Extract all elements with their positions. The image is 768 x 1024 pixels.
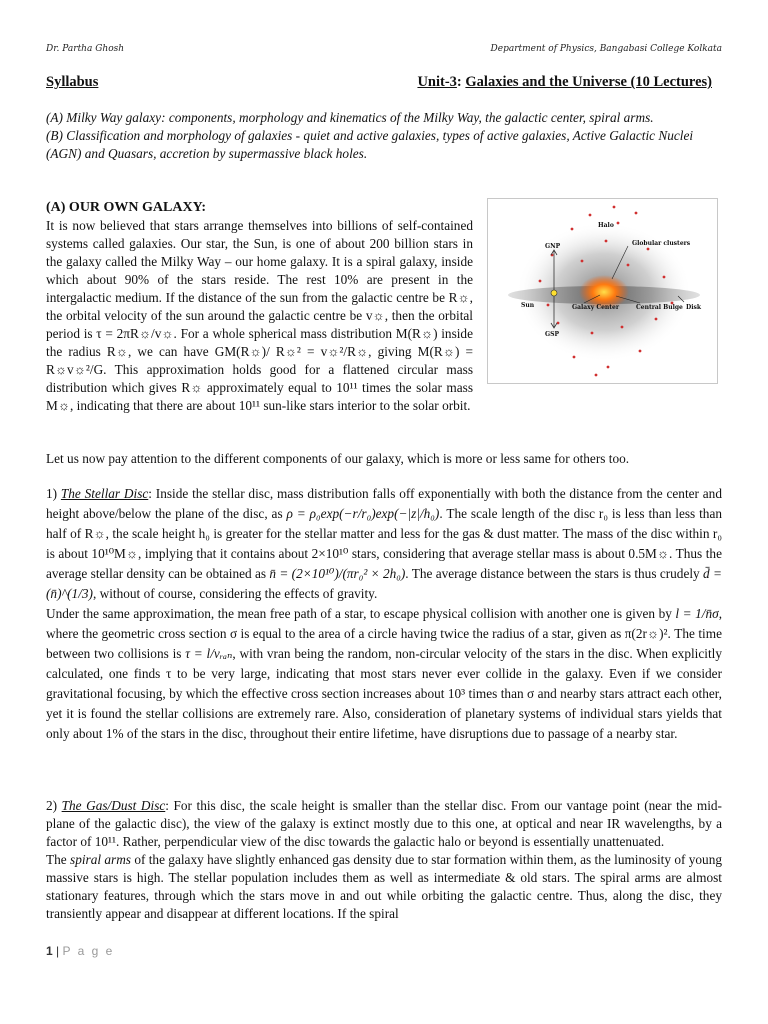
- gas-disc-paragraph-2: [46, 851, 722, 923]
- label-sun: Sun: [521, 302, 535, 309]
- gas-disc-paragraph-1: [46, 797, 722, 851]
- syllabus-label: Syllabus: [46, 74, 99, 90]
- stellar-disc-text-2: . The scale length of the disc r₀ is less than less than half of R☼, the scale height h₀ is greater for the stellar matter and less for the gas & dust matter. The mass of the disc within r₀ is about 10¹⁰M☼, implying that it contains about 2×10¹⁰ stars, considering that average stellar mass is about 0.5M☼. Thus the average stellar density can be obtained as: [46, 506, 723, 581]
- header-author: Dr. Partha Ghosh: [46, 44, 125, 54]
- mean-free-path-text-2: , where the geometric cross section σ is equal to the area of a circle having twice the radius of a star, given as π(2r☼)². The time between two collisions is: [46, 606, 723, 661]
- unit-number: Unit-3: [417, 74, 457, 90]
- unit-name: Galaxies and the Universe (10 Lectures): [465, 74, 712, 90]
- stellar-disc-text-4: , without of course, considering the effects of gravity.: [92, 586, 378, 601]
- stellar-disc-number: 1): [46, 486, 61, 501]
- label-globular-clusters: Globular clusters: [632, 240, 691, 247]
- gas-disc-heading: The Gas/Dust Disc: [61, 798, 166, 813]
- intro-text: [46, 217, 473, 415]
- label-halo: Halo: [598, 222, 614, 229]
- gas-disc-text-1: : For this disc, the scale height is smaller than the stellar disc. From our vantage point (near the mid-plane of the galactic disc), the view of the galaxy is extinct mostly due to this one, at optical and near IR wavelengths, by a factor of 10¹¹. Rather, perpendicular view of the disc towards the galactic halo or beyond is essentially unattenuated.: [46, 798, 722, 849]
- mean-free-path-formula: l = 1/n̄σ: [675, 606, 719, 621]
- milky-way-diagram: [488, 199, 717, 383]
- mean-free-path-text-3: , with vran being the random, non-circular velocity of the stars in the disc. When explicitly calculated, one finds τ to be very large, indicating that most stars never ever collide in the galaxy. Even if we consider gravitational focusing, by which the effective cross section increases about 10³ times than σ and nearby stars attract each other, yet it is found the stellar collisions are extremely rare. Also, consideration of planetary systems of individual stars yields that only about 1% of the stars in the disc, throughout their entire lifetime, have disruptions due to passage of a nearby star.: [46, 646, 722, 741]
- spiral-arms-term: spiral arms: [70, 852, 131, 867]
- label-disk: Disk: [686, 304, 702, 311]
- gas-disc-number: 2): [46, 798, 62, 813]
- mean-free-path-text-1: Under the same approximation, the mean free path of a star, to escape physical collision with another one is given by: [46, 606, 672, 621]
- label-gnp: GNP: [545, 243, 561, 250]
- label-gsp: GSP: [545, 331, 559, 338]
- collision-time-formula: τ = l/vᵣₐₙ: [185, 646, 233, 661]
- mean-distance-formula: d̄ = (n̄)^(1/3): [46, 566, 722, 601]
- stellar-disc-paragraph-2: [46, 604, 722, 744]
- mean-density-formula: n̄ = (2×10¹⁰)/(πr₀² × 2h₀): [269, 566, 406, 581]
- gas-dust-disc-section: [46, 797, 722, 923]
- page-footer: [46, 944, 114, 958]
- intro-paragraph: It is now believed that stars arrange themselves into billions of self-contained systems called galaxies. Our star, the Sun, is one of about 200 billion stars in the galaxy called the Milky Way – our home galaxy. It is a spiral galaxy, inside which about 90% of the stars reside. The rest 10% are present in the intergalactic medium. If the distance of the sun from the galactic centre be R☼, the orbital velocity of the sun around the galactic centre be v☼, then the orbital period is τ = 2πR☼/v☼. For a whole spherical mass distribution M(R☼) inside the radius R☼, we can have GM(R☼)/ R☼² = v☼²/R☼, giving M(R☼) = R☼v☼²/G. This approximation holds good for a flattened circular mass distribution which gives R☼ approximately equal to 10¹¹ times the solar mass M☼, indicating that there are about 10¹¹ sun-like stars interior to the solar orbit.: [46, 218, 473, 413]
- syllabus-objectives: [46, 109, 722, 163]
- stellar-disc-text-1: : Inside the stellar disc, mass distribution falls off exponentially with both the distance from the center and height above/below the plane of the disc, as: [46, 486, 722, 521]
- milky-way-figure: [487, 198, 718, 384]
- label-central-bulge: Central Bulge: [636, 304, 683, 311]
- density-formula: ρ = ρ₀exp(−r/r₀)exp(−|z|/h₀): [286, 506, 440, 521]
- sun-marker: [551, 290, 557, 296]
- title-row: [46, 74, 712, 92]
- spiral-arms-text-1: The: [46, 852, 71, 867]
- page-word: P a g e: [62, 944, 115, 958]
- header-department: Department of Physics, Bangabasi College Kolkata: [490, 44, 722, 54]
- components-intro: Let us now pay attention to the different components of our galaxy, which is more or less same for others too.: [46, 451, 630, 466]
- stellar-disc-text-3: . The average distance between the stars is thus crudely: [405, 566, 700, 581]
- unit-title: [417, 74, 712, 91]
- stellar-disc-section: [46, 484, 722, 744]
- spiral-arms-text-2: of the galaxy have slightly enhanced gas density due to star formation within them, as the luminosity of young massive stars is high. The stellar population includes them as well as intermediate & old stars. The spiral arms are almost stationary features, through which the stars move in and out while orbiting the galactic centre. Thus, along the disc, they transiently appear and disappear at different locations. If the spiral: [46, 852, 722, 921]
- unit-separator: :: [456, 74, 466, 90]
- stellar-disc-heading: The Stellar Disc: [60, 486, 149, 501]
- footer-separator: |: [52, 944, 63, 958]
- objective-b: (B) Classification and morphology of galaxies - quiet and active galaxies, types of active galaxies, Active Galactic Nuclei (AGN) and Quasars, accretion by supermassive black holes.: [46, 128, 694, 161]
- section-title: (A) OUR OWN GALAXY:: [46, 200, 207, 215]
- label-galaxy-center: Galaxy Center: [572, 304, 620, 311]
- page-number: 1: [46, 944, 53, 958]
- stellar-disc-paragraph-1: [46, 484, 722, 604]
- objective-a: (A) Milky Way galaxy: components, morphology and kinematics of the Milky Way, the galactic center, spiral arms.: [46, 110, 654, 125]
